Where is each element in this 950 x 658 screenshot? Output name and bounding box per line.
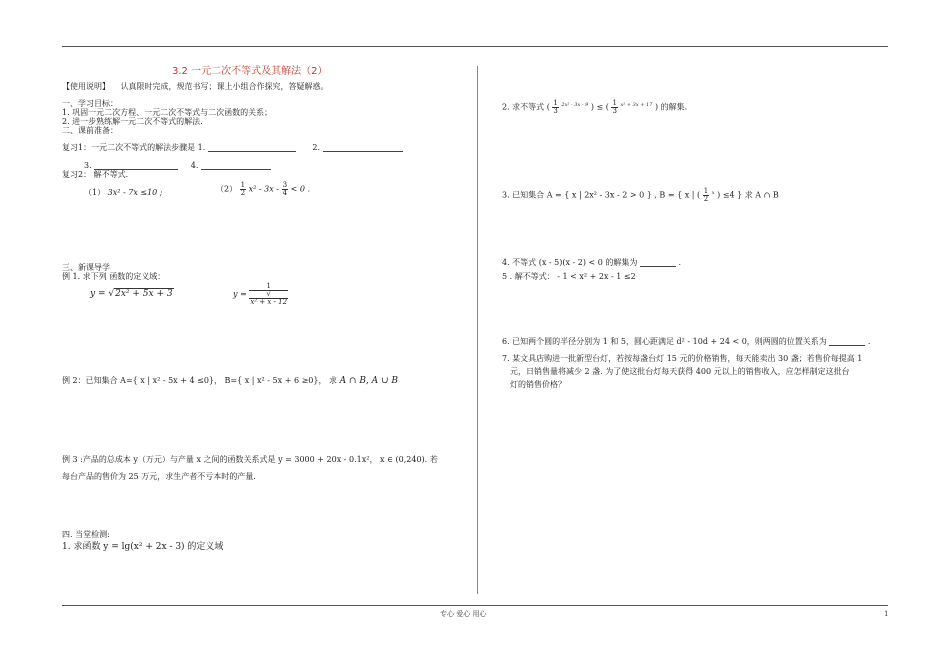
q6-text: 6. 已知两个圆的半径分别为 1 和 5，圆心距满足 d² - 10d + 24 < 0，则两圆的位置关系为 [502,337,827,346]
q6-end: . [867,337,871,346]
inequality: 3x² - 7x ≤10 ; [107,188,163,197]
lhs: y = [233,289,247,299]
question-2 [502,100,687,115]
answer-blank [208,143,296,152]
review-2-q2 [216,182,310,197]
answer-blank [829,337,865,346]
question-7-line-2: 元，日销售量将减少 2 盏. 为了使这批台灯每天获得 400 元以上的销售收入，应怎样制定这批台 [510,367,850,376]
answer-blank [201,161,271,170]
new-lesson-heading: 三、新课导学 [62,263,110,272]
fraction: $\frac{1}{2}$ [703,187,709,203]
review-2: 复习2： 解不等式. [62,170,129,179]
lhs: y = [90,289,106,299]
review-1-item-4: 4. [190,161,199,170]
footer-motto: 专心 爱心 用心 [440,610,487,618]
review-1 [62,143,403,152]
q2-text: ) ≤ ( [590,102,609,112]
example-3-line-1: 例 3 :产品的总成本 y（万元）与产量 x 之间的函数关系式是 y = 3000 + 20x - 0.1x²， x ∈ (0,240). 若 [62,455,438,464]
check-heading: 四. 当堂检测: [62,530,110,539]
example-3-line-2: 每台产品的售价为 25 万元，求生产者不亏本时的产量. [62,472,256,481]
review-1-row-2 [84,161,271,170]
footer-rule [62,605,888,606]
goals-heading: 一、学习目标： [62,99,118,108]
check-1: 1. 求函数 y = lg(x² + 2x - 3) 的定义域 [62,542,224,552]
q3-text: 3. 已知集合 A = { x | 2x² - 3x - 2 > 0 } , B = { x | ( [502,190,701,200]
exponent: x [711,189,715,196]
question-3 [502,188,779,203]
usage-label: 【使用说明】 [62,82,110,91]
usage-text: 认真限时完成，规范书写；课上小组合作探究，答疑解惑。 [120,82,329,91]
q2-text: 2. 求不等式 ( [502,102,550,112]
column-divider [477,66,478,594]
header-rule [62,46,888,47]
example-2-task: A ∩ B, A ∪ B [339,376,399,386]
answer-blank [640,258,676,267]
example-1-f2 [233,283,288,306]
exponent: x² + 3x + 17 [620,101,653,108]
fraction: $\frac{1}{3}$ [612,99,617,115]
question-5: 5 . 解不等式： - 1 < x² + 2x - 1 ≤2 [502,272,636,281]
question-6 [502,337,870,346]
question-7-line-3: 灯的销售价格？ [510,380,566,389]
review-1-item-2: 2. [312,143,320,152]
answer-blank [323,143,403,152]
fraction: $\frac{3}{4}$ [282,181,288,197]
fraction: 1 √ x² + x - 12 [250,282,288,306]
inequality-part: < 0 . [290,184,310,194]
q4-text: 4. 不等式 (x - 5)(x - 2) < 0 的解集为 [502,258,638,267]
page-number: 1 [884,610,889,618]
exponent: 2x² - 3x - 9 [561,101,589,108]
example-1: 例 1. 求下列 函数的定义域： [62,272,166,281]
q3-text: ) ≤4 } 求 A ∩ B [717,190,779,200]
radicand: 2x² + 5x + 3 [115,289,173,299]
page-title: 3.2 一元二次不等式及其解法（2） [172,66,328,77]
prep-heading: 二、课前准备： [62,126,118,135]
goal-2: 2. 进一步熟练解一元二次不等式的解法. [62,117,203,126]
example-2-text: 例 2：已知集合 A={ x | x² - 5x + 4 ≤0}， B={ x | x² - 5x + 6 ≥0}， 求 [62,376,338,385]
q4-end: . [678,258,682,267]
review-2-q1 [84,188,163,197]
review-1-text: 复习1：一元二次不等式的解法步骤是 1. [62,143,206,152]
fraction: $\frac{1}{2}$ [240,181,246,197]
answer-blank [94,161,178,170]
review-1-item-3: 3. [84,161,92,170]
goal-1: 1. 巩固一元二次方程、一元二次不等式与二次函数的关系； [62,108,273,117]
inequality-part: x² - 3x - [248,184,280,194]
q2-text: ) 的解集. [654,102,688,112]
q-label: （2） [216,184,238,194]
question-4 [502,258,681,267]
q-label: （1） [84,188,106,197]
fraction: $\frac{1}{3}$ [553,99,558,115]
example-2 [62,376,398,386]
example-1-f1: y = √2x² + 5x + 3 [90,289,173,299]
usage-note [62,82,329,91]
question-7-line-1: 7. 某文具店购进一批新型台灯，若按每盏台灯 15 元的价格销售，每天能卖出 30 盏；若售价每提高 1 [502,354,863,363]
